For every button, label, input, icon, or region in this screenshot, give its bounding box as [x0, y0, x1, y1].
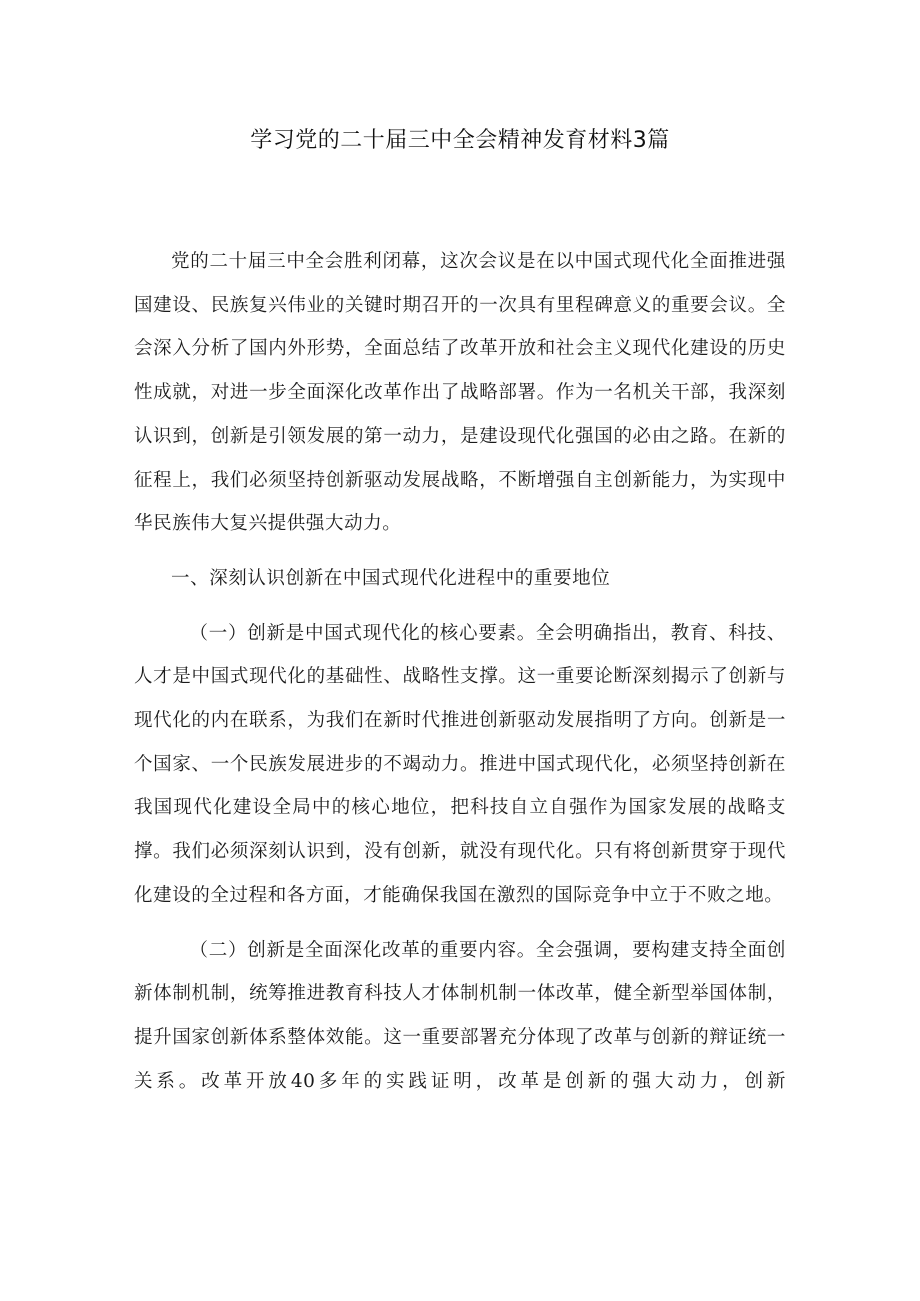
section-heading-1: 一、深刻认识创新在中国式现代化进程中的重要地位 — [171, 567, 611, 589]
document-body — [134, 240, 786, 1114]
point-paragraph-2: （二）创新是全面深化改革的重要内容。全会强调，要构建支持全面创新体制机制，统筹推进教育科技人才体制机制一体改革，健全新型举国体制，提升国家创新体系整体效能。这一重要部署充分体现了改革与创新的辩证统一关系。改革开放40多年的实践证明，改革是创新的强大动力，创新 — [134, 939, 786, 1092]
document-title: 学习党的二十届三中全会精神发育材料3篇 — [250, 128, 670, 153]
point-paragraph-1: （一）创新是中国式现代化的核心要素。全会明确指出，教育、科技、人才是中国式现代化的基础性、战略性支撑。这一重要论断深刻揭示了创新与现代化的内在联系，为我们在新时代推进创新驱动发展指明了方向。创新是一个国家、一个民族发展进步的不竭动力。推进中国式现代化，必须坚持创新在我国现代化建设全局中的核心地位，把科技自立自强作为国家发展的战略支撑。我们必须深刻认识到，没有创新，就没有现代化。只有将创新贯穿于现代化建设的全过程和各方面，才能确保我国在激烈的国际竞争中立于不败之地。 — [134, 622, 786, 906]
intro-paragraph: 党的二十届三中全会胜利闭幕，这次会议是在以中国式现代化全面推进强国建设、民族复兴伟业的关键时期召开的一次具有里程碑意义的重要会议。全会深入分析了国内外形势，全面总结了改革开放和社会主义现代化建设的历史性成就，对进一步全面深化改革作出了战略部署。作为一名机关干部，我深刻认识到，创新是引领发展的第一动力，是建设现代化强国的必由之路。在新的征程上，我们必须坚持创新驱动发展战略，不断增强自主创新能力，为实现中华民族伟大复兴提供强大动力。 — [134, 251, 786, 535]
